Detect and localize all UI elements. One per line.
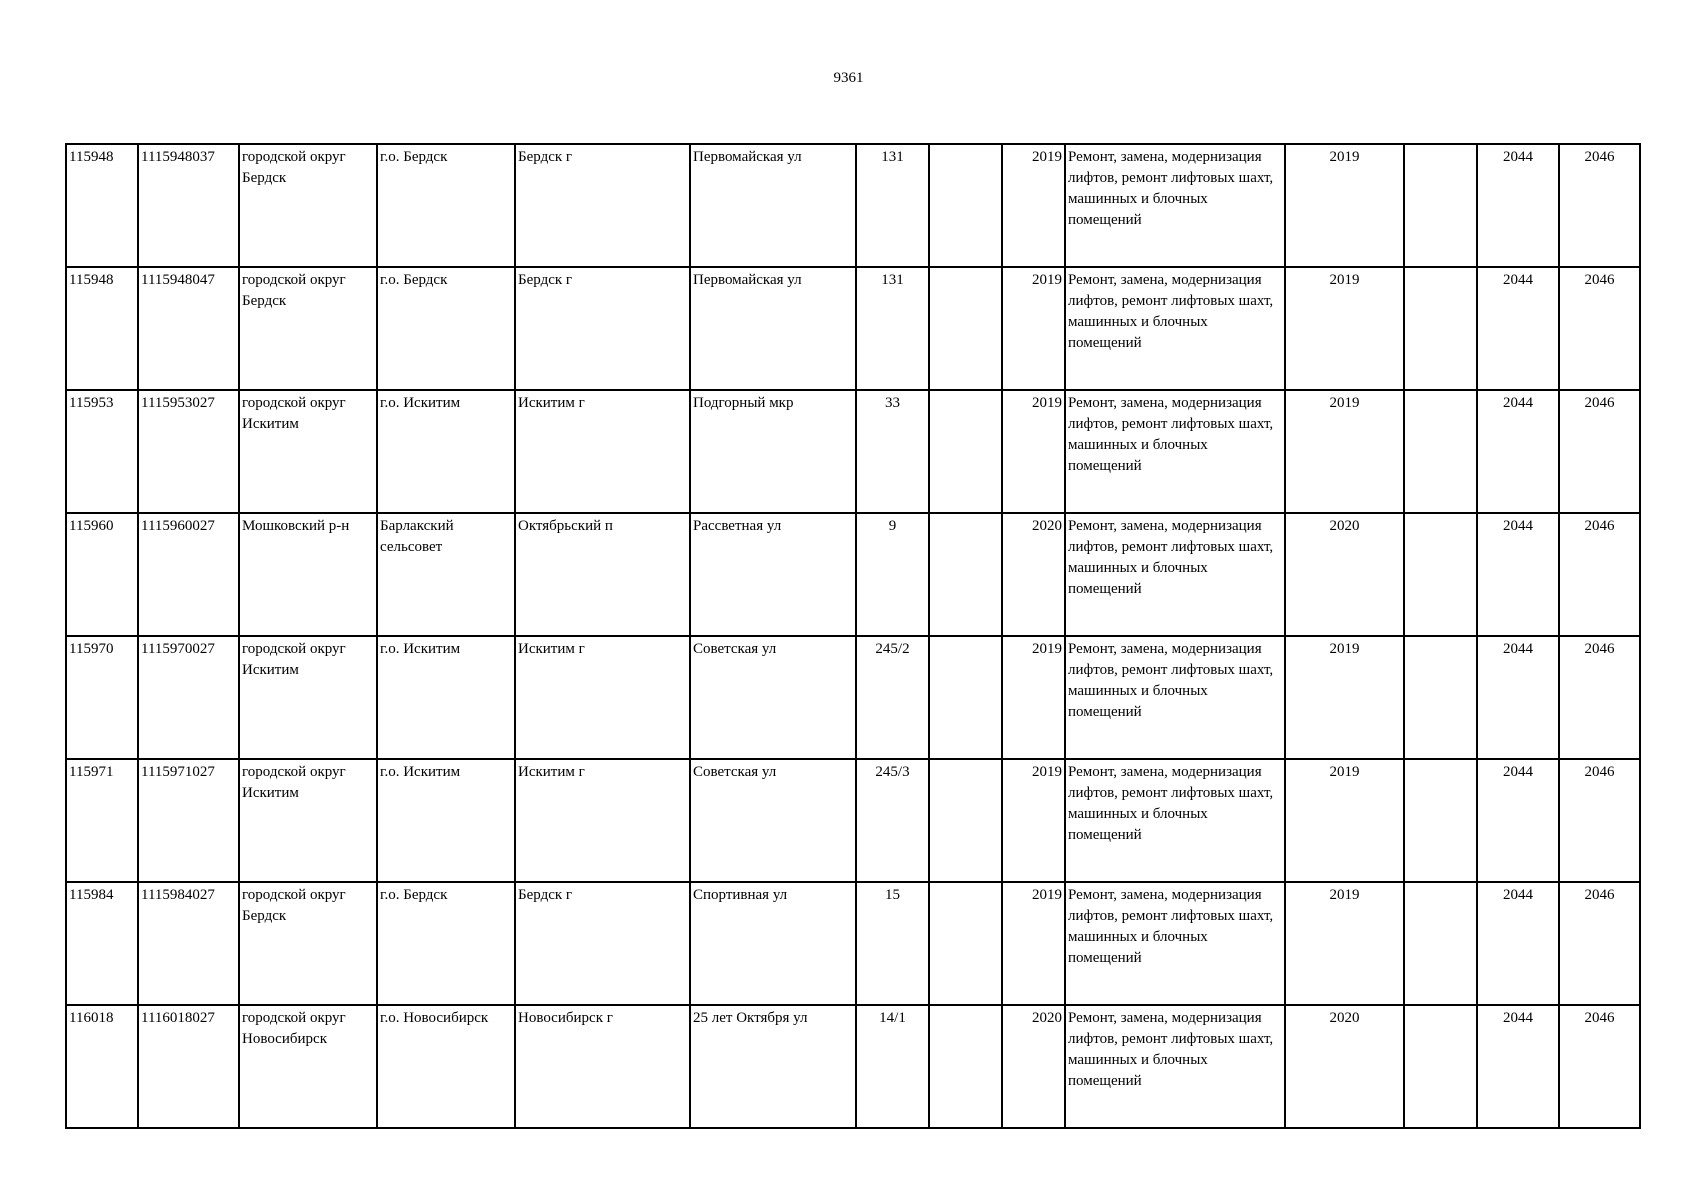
cell-id: 115970 <box>66 636 138 759</box>
cell-municipality: г.о. Новосибирск <box>377 1005 515 1128</box>
cell-work-type: Ремонт, замена, модернизация лифтов, ремонт лифтовых шахт, машинных и блочных помещений <box>1065 636 1285 759</box>
cell-year: 2019 <box>1002 144 1065 267</box>
cell-municipality: г.о. Искитим <box>377 636 515 759</box>
cell-house-number: 14/1 <box>856 1005 929 1128</box>
cell-street: Советская ул <box>690 759 856 882</box>
table-row <box>66 513 1640 636</box>
cell-empty <box>1404 144 1477 267</box>
cell-code: 1115948047 <box>138 267 239 390</box>
cell-work-type: Ремонт, замена, модернизация лифтов, ремонт лифтовых шахт, машинных и блочных помещений <box>1065 1005 1285 1128</box>
cell-year-end: 2046 <box>1559 759 1640 882</box>
cell-street: Первомайская ул <box>690 144 856 267</box>
cell-work-type: Ремонт, замена, модернизация лифтов, ремонт лифтовых шахт, машинных и блочных помещений <box>1065 513 1285 636</box>
cell-municipality: г.о. Искитим <box>377 759 515 882</box>
cell-district: городской округ Искитим <box>239 636 377 759</box>
cell-district: городской округ Искитим <box>239 759 377 882</box>
cell-year-end: 2046 <box>1559 390 1640 513</box>
cell-empty <box>1404 267 1477 390</box>
cell-id: 116018 <box>66 1005 138 1128</box>
cell-house-number: 245/3 <box>856 759 929 882</box>
cell-house-number: 245/2 <box>856 636 929 759</box>
cell-empty <box>929 636 1002 759</box>
cell-planned-year: 2019 <box>1285 267 1404 390</box>
cell-year-start: 2044 <box>1477 1005 1559 1128</box>
cell-work-type: Ремонт, замена, модернизация лифтов, ремонт лифтовых шахт, машинных и блочных помещений <box>1065 759 1285 882</box>
cell-house-number: 15 <box>856 882 929 1005</box>
cell-municipality: г.о. Бердск <box>377 144 515 267</box>
cell-planned-year: 2020 <box>1285 513 1404 636</box>
registry-body <box>66 144 1640 1128</box>
cell-year-end: 2046 <box>1559 513 1640 636</box>
cell-year-start: 2044 <box>1477 390 1559 513</box>
cell-empty <box>929 390 1002 513</box>
cell-code: 1115953027 <box>138 390 239 513</box>
cell-street: Рассветная ул <box>690 513 856 636</box>
cell-house-number: 131 <box>856 144 929 267</box>
cell-street: Подгорный мкр <box>690 390 856 513</box>
cell-id: 115948 <box>66 267 138 390</box>
cell-code: 1115948037 <box>138 144 239 267</box>
cell-id: 115953 <box>66 390 138 513</box>
cell-house-number: 131 <box>856 267 929 390</box>
cell-locality: Бердск г <box>515 144 690 267</box>
cell-id: 115948 <box>66 144 138 267</box>
cell-empty <box>929 267 1002 390</box>
cell-locality: Новосибирск г <box>515 1005 690 1128</box>
cell-year: 2019 <box>1002 636 1065 759</box>
cell-empty <box>929 882 1002 1005</box>
cell-district: городской округ Бердск <box>239 882 377 1005</box>
table-row <box>66 390 1640 513</box>
cell-locality: Искитим г <box>515 759 690 882</box>
cell-locality: Бердск г <box>515 267 690 390</box>
table-row <box>66 1005 1640 1128</box>
cell-code: 1115970027 <box>138 636 239 759</box>
cell-planned-year: 2019 <box>1285 636 1404 759</box>
cell-district: городской округ Бердск <box>239 267 377 390</box>
table-row <box>66 759 1640 882</box>
cell-street: 25 лет Октября ул <box>690 1005 856 1128</box>
cell-district: городской округ Искитим <box>239 390 377 513</box>
cell-planned-year: 2019 <box>1285 390 1404 513</box>
cell-planned-year: 2019 <box>1285 144 1404 267</box>
cell-year-end: 2046 <box>1559 882 1640 1005</box>
cell-year: 2020 <box>1002 513 1065 636</box>
cell-street: Советская ул <box>690 636 856 759</box>
cell-empty <box>1404 390 1477 513</box>
cell-municipality: г.о. Искитим <box>377 390 515 513</box>
cell-work-type: Ремонт, замена, модернизация лифтов, ремонт лифтовых шахт, машинных и блочных помещений <box>1065 267 1285 390</box>
cell-year-start: 2044 <box>1477 267 1559 390</box>
cell-locality: Искитим г <box>515 636 690 759</box>
cell-empty <box>929 759 1002 882</box>
cell-year: 2019 <box>1002 759 1065 882</box>
cell-locality: Бердск г <box>515 882 690 1005</box>
cell-code: 1115984027 <box>138 882 239 1005</box>
cell-empty <box>1404 1005 1477 1128</box>
cell-locality: Октябрьский п <box>515 513 690 636</box>
cell-code: 1115960027 <box>138 513 239 636</box>
cell-work-type: Ремонт, замена, модернизация лифтов, ремонт лифтовых шахт, машинных и блочных помещений <box>1065 144 1285 267</box>
cell-year: 2019 <box>1002 390 1065 513</box>
cell-year: 2019 <box>1002 882 1065 1005</box>
cell-district: Мошковский р-н <box>239 513 377 636</box>
cell-planned-year: 2019 <box>1285 882 1404 1005</box>
registry-table <box>65 143 1641 1129</box>
cell-id: 115960 <box>66 513 138 636</box>
cell-empty <box>929 513 1002 636</box>
cell-work-type: Ремонт, замена, модернизация лифтов, ремонт лифтовых шахт, машинных и блочных помещений <box>1065 390 1285 513</box>
cell-municipality: Барлакский сельсовет <box>377 513 515 636</box>
cell-planned-year: 2020 <box>1285 1005 1404 1128</box>
cell-street: Первомайская ул <box>690 267 856 390</box>
cell-work-type: Ремонт, замена, модернизация лифтов, ремонт лифтовых шахт, машинных и блочных помещений <box>1065 882 1285 1005</box>
cell-year-start: 2044 <box>1477 636 1559 759</box>
table-row <box>66 144 1640 267</box>
cell-year: 2019 <box>1002 267 1065 390</box>
cell-year-start: 2044 <box>1477 759 1559 882</box>
cell-empty <box>1404 882 1477 1005</box>
cell-empty <box>1404 513 1477 636</box>
cell-municipality: г.о. Бердск <box>377 882 515 1005</box>
cell-year: 2020 <box>1002 1005 1065 1128</box>
cell-code: 1115971027 <box>138 759 239 882</box>
page-number: 9361 <box>833 70 864 86</box>
cell-year-start: 2044 <box>1477 144 1559 267</box>
cell-empty <box>1404 636 1477 759</box>
cell-district: городской округ Бердск <box>239 144 377 267</box>
cell-district: городской округ Новосибирск <box>239 1005 377 1128</box>
cell-empty <box>1404 759 1477 882</box>
cell-year-end: 2046 <box>1559 267 1640 390</box>
cell-house-number: 9 <box>856 513 929 636</box>
cell-street: Спортивная ул <box>690 882 856 1005</box>
cell-year-start: 2044 <box>1477 882 1559 1005</box>
cell-year-end: 2046 <box>1559 144 1640 267</box>
cell-code: 1116018027 <box>138 1005 239 1128</box>
cell-municipality: г.о. Бердск <box>377 267 515 390</box>
cell-year-start: 2044 <box>1477 513 1559 636</box>
cell-planned-year: 2019 <box>1285 759 1404 882</box>
cell-year-end: 2046 <box>1559 636 1640 759</box>
cell-id: 115984 <box>66 882 138 1005</box>
table-row <box>66 636 1640 759</box>
cell-empty <box>929 1005 1002 1128</box>
cell-locality: Искитим г <box>515 390 690 513</box>
cell-house-number: 33 <box>856 390 929 513</box>
cell-id: 115971 <box>66 759 138 882</box>
cell-year-end: 2046 <box>1559 1005 1640 1128</box>
cell-empty <box>929 144 1002 267</box>
table-row <box>66 882 1640 1005</box>
table-row <box>66 267 1640 390</box>
